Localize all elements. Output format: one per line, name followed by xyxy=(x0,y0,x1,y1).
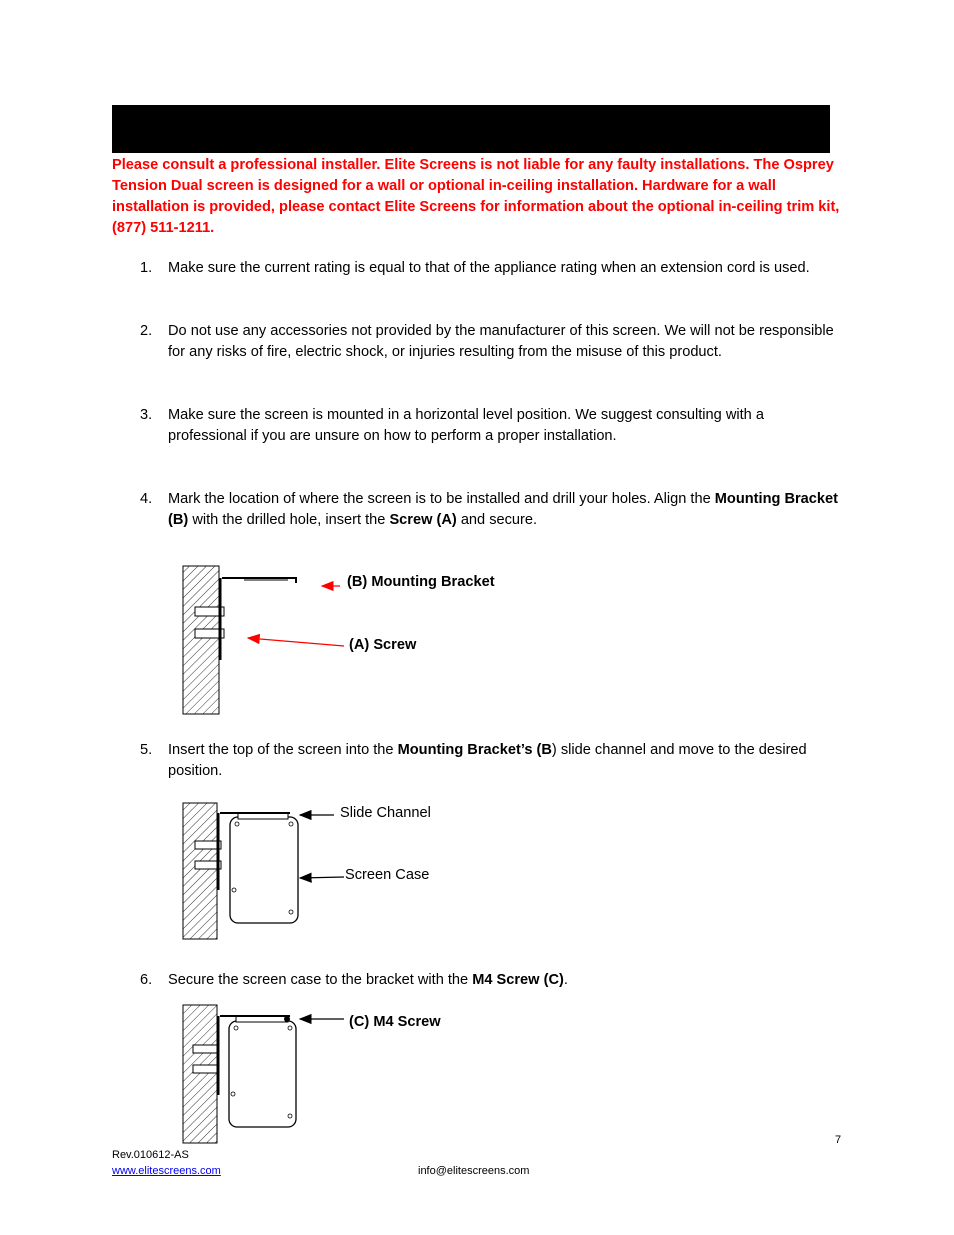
step-6 xyxy=(140,970,840,991)
page-number: 7 xyxy=(835,1134,842,1146)
installation-warning: Please consult a professional installer. Elite Screens is not liable for any faulty installations. The Osprey Tension Dual screen is designed for a wall or optional in-ceiling installation. Hardware for a wall installation is provided, please contact Elite Screens for information about the optional in-ceiling trim kit, (877) 511-1211. xyxy=(112,157,840,236)
step-number: 5. xyxy=(140,742,153,758)
step-text: Make sure the screen is mounted in a horizontal level position. We suggest consulting with a professional if you are unsure on how to perform a proper installation. xyxy=(168,407,764,444)
screw-term: Screw (A) xyxy=(389,512,457,528)
wall-3 xyxy=(183,1005,217,1143)
section-header-bar xyxy=(112,105,830,153)
m4-screw-term: M4 Screw (C) xyxy=(472,972,564,988)
step-1 xyxy=(140,258,840,279)
step-text: Insert the top of the screen into the Mounting Bracket’s (B) slide channel and move to the desired position. xyxy=(168,742,807,779)
mounting-bracket-term: Mounting Bracket (B) xyxy=(168,491,839,528)
step-number: 1. xyxy=(140,260,153,276)
screen-case-2 xyxy=(230,817,298,923)
website-link[interactable]: www.elitescreens.com xyxy=(112,1165,221,1177)
screw-arrow xyxy=(248,638,344,646)
website-link-wrap xyxy=(112,1164,221,1178)
step-2 xyxy=(140,321,840,363)
revision-code: Rev.010612-AS xyxy=(112,1149,189,1161)
step-number: 3. xyxy=(140,407,153,423)
wall-1 xyxy=(183,566,219,714)
step-number: 4. xyxy=(140,491,153,507)
step-number: 2. xyxy=(140,323,153,339)
mounting-bracket-term: Mounting Bracket’s (B xyxy=(397,742,552,758)
label-screw: (A) Screw xyxy=(349,637,417,653)
step-3 xyxy=(140,405,840,447)
step-text: Mark the location of where the screen is to be installed and drill your holes. Align the Mounting Bracket (B) with the drilled hole, insert the Screw (A) and secure. xyxy=(168,491,839,528)
step-text: Secure the screen case to the bracket with the M4 Screw (C). xyxy=(168,972,568,988)
step-text: Do not use any accessories not provided by the manufacturer of this screen. We will not be responsible for any risks of fire, electric shock, or injuries resulting from the misuse of this product. xyxy=(168,323,834,360)
label-mounting-bracket: (B) Mounting Bracket xyxy=(347,574,495,590)
step-4 xyxy=(140,489,840,531)
figure-2-slide-channel xyxy=(183,803,344,939)
m4-screw-head xyxy=(284,1016,290,1022)
step-number: 6. xyxy=(140,972,153,988)
label-slide-channel: Slide Channel xyxy=(340,805,431,821)
step-5 xyxy=(140,740,840,782)
label-screen-case: Screen Case xyxy=(345,867,430,883)
step-text: Make sure the current rating is equal to that of the appliance rating when an extension cord is used. xyxy=(168,260,810,276)
figure-1-bracket-install xyxy=(183,566,344,714)
figure-3-m4-screw xyxy=(183,1005,344,1143)
screen-case-3 xyxy=(229,1021,296,1127)
contact-email: info@elitescreens.com xyxy=(418,1165,530,1177)
wall-2 xyxy=(183,803,217,939)
label-m4-screw: (C) M4 Screw xyxy=(349,1014,441,1030)
